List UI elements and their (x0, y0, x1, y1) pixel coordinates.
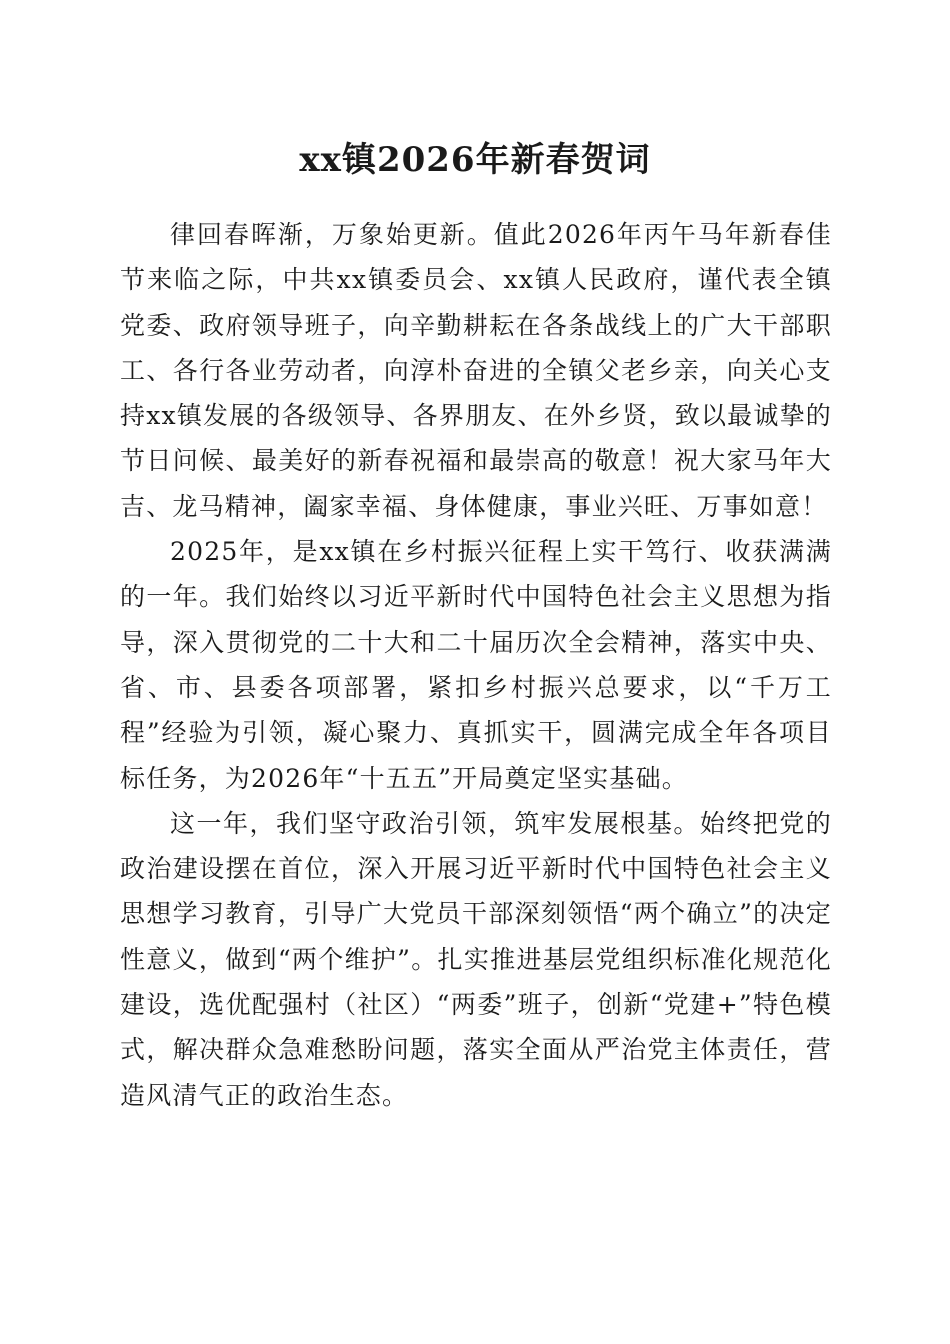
paragraph-greeting: 律回春晖渐，万象始更新。值此2026年丙午马年新春佳节来临之际，中共xx镇委员会、xx镇人民政府，谨代表全镇党委、政府领导班子，向辛勤耕耘在各条战线上的广大干部职工、各行各业劳动者，向淳朴奋进的全镇父老乡亲，向关心支持xx镇发展的各级领导、各界朋友、在外乡贤，致以最诚挚的节日问候、最美好的新春祝福和最崇高的敬意！祝大家马年大吉、龙马精神，阖家幸福、身体健康，事业兴旺、万事如意！ (120, 220, 832, 521)
paragraph-political-guidance: 这一年，我们坚守政治引领，筑牢发展根基。始终把党的政治建设摆在首位，深入开展习近平新时代中国特色社会主义思想学习教育，引导广大党员干部深刻领悟“两个确立”的决定性意义，做到“两个维护”。扎实推进基层党组织标准化规范化建设，选优配强村（社区）“两委”班子，创新“党建+”特色模式，解决群众急难愁盼问题，落实全面从严治党主体责任，营造风清气正的政治生态。 (120, 808, 832, 1110)
document-body (120, 212, 832, 1118)
paragraph-2025-review: 2025年，是xx镇在乡村振兴征程上实干笃行、收获满满的一年。我们始终以习近平新时代中国特色社会主义思想为指导，深入贯彻党的二十大和二十届历次全会精神，落实中央、省、市、县委各项部署，紧扣乡村振兴总要求，以“千万工程”经验为引领，凝心聚力、真抓实干，圆满完成全年各项目标任务，为2026年“十五五”开局奠定坚实基础。 (120, 537, 832, 793)
document-title: xx镇2026年新春贺词 (299, 140, 651, 180)
